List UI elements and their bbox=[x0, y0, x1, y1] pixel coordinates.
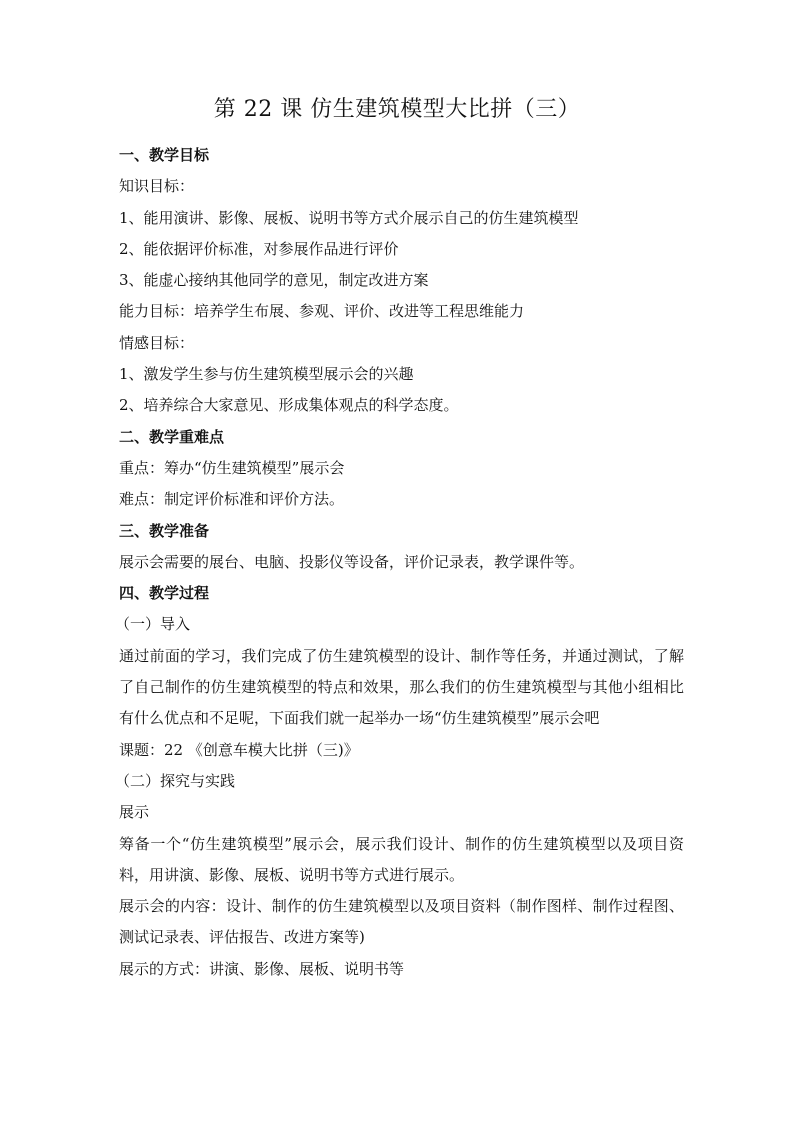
text-line: 难点：制定评价标准和评价方法。 bbox=[119, 490, 345, 509]
text-line: 展示的方式：讲演、影像、展板、说明书等 bbox=[119, 959, 405, 978]
text-line: 2、培养综合大家意见、形成集体观点的科学态度。 bbox=[119, 396, 459, 415]
document-body bbox=[115, 140, 684, 985]
text-line: 1、能用演讲、影像、展板、说明书等方式介展示自己的仿生建筑模型 bbox=[119, 208, 579, 227]
section-heading: 三、教学准备 bbox=[119, 521, 210, 540]
text-line: 展示 bbox=[119, 803, 150, 822]
text-line: 能力目标：培养学生布展、参观、评价、改进等工程思维能力 bbox=[119, 302, 525, 321]
section-heading: 二、教学重难点 bbox=[119, 427, 225, 446]
document-title: 第 22 课 仿生建筑模型大比拼（三） bbox=[213, 97, 581, 122]
subsection-heading: （二）探究与实践 bbox=[115, 771, 236, 790]
subsection-heading: （一）导入 bbox=[115, 615, 191, 634]
text-line: 1、激发学生参与仿生建筑模型展示会的兴趣 bbox=[119, 365, 414, 384]
text-line: 情感目标： bbox=[119, 333, 195, 352]
paragraph: 通过前面的学习，我们完成了仿生建筑模型的设计、制作等任务，并通过测试，了解了自己制作的仿生建筑模型的特点和效果，那么我们的仿生建筑模型与其他小组相比有什么优点和不足呢，下面我们就一起举办一场“仿生建筑模型”展示会吧 bbox=[119, 646, 684, 728]
text-line: 知识目标： bbox=[119, 177, 195, 196]
text-line: 课题：22 《创意车模大比拼（三)》 bbox=[119, 740, 359, 759]
text-line: 展示会需要的展台、电脑、投影仪等设备，评价记录表，教学课件等。 bbox=[119, 552, 585, 571]
section-heading: 四、教学过程 bbox=[119, 584, 210, 603]
text-line: 2、能依据评价标准，对参展作品进行评价 bbox=[119, 239, 399, 258]
text-line: 重点：筹办“仿生建筑模型”展示会 bbox=[119, 458, 345, 477]
paragraph: 展示会的内容：设计、制作的仿生建筑模型以及项目资料（制作图样、制作过程图、测试记录表、评估报告、改进方案等) bbox=[119, 897, 684, 947]
section-heading: 一、教学目标 bbox=[119, 146, 210, 164]
text-line: 3、能虚心接纳其他同学的意见，制定改进方案 bbox=[119, 271, 429, 290]
paragraph: 筹备一个“仿生建筑模型”展示会，展示我们设计、制作的仿生建筑模型以及项目资料，用讲演、影像、展板、说明书等方式进行展示。 bbox=[119, 834, 684, 884]
